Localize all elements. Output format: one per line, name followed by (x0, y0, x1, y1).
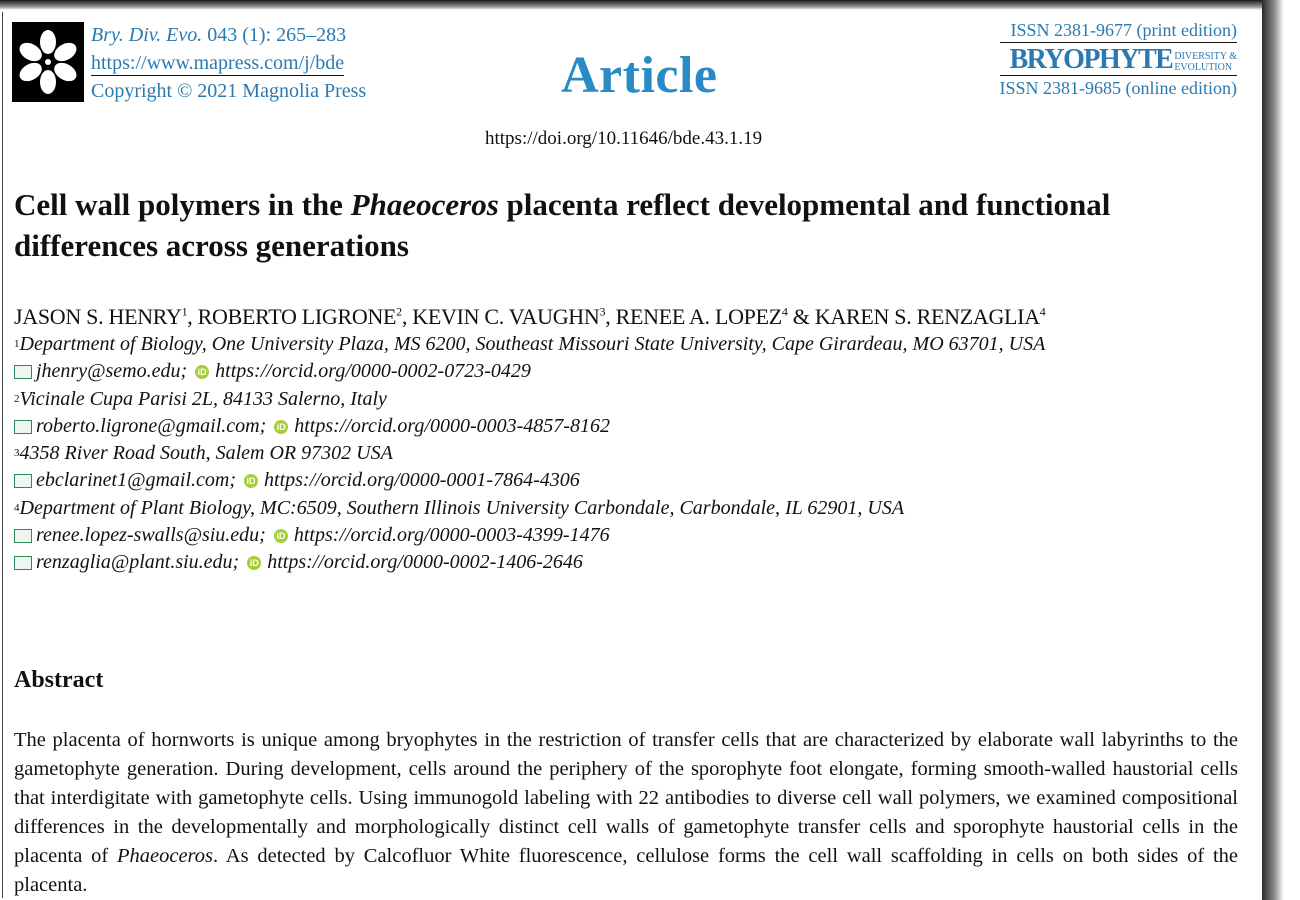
abstract-text-2: . As detected by Calcofluor White fluorescence, cellulose forms the cell wall scaffolding in cells on both sides of the placenta. (14, 845, 1238, 896)
orcid-icon: iD (274, 529, 288, 543)
affiliation-sup: 4 (14, 501, 20, 514)
email-icon (14, 474, 32, 488)
affiliation-sup: 3 (14, 447, 20, 460)
affiliation-list (14, 331, 1045, 577)
affiliation-contact (14, 413, 1045, 440)
orcid-link[interactable]: https://orcid.org/0000-0002-0723-0429 (215, 360, 531, 383)
journal-brand (1000, 43, 1237, 76)
brand-sub-line1: DIVERSITY & (1174, 51, 1237, 62)
affiliation-text: Vicinale Cupa Parisi 2L, 84133 Salerno, Italy (19, 387, 387, 410)
email-link[interactable]: jhenry@semo.edu; (36, 360, 188, 383)
orcid-icon: iD (274, 420, 288, 434)
abstract-heading: Abstract (14, 667, 104, 693)
author-name: JASON S. HENRY (14, 304, 182, 329)
title-genus: Phaeoceros (350, 187, 499, 222)
email-link[interactable]: renzaglia@plant.siu.edu; (36, 551, 240, 574)
author-sup: 2 (396, 304, 402, 319)
journal-abbrev: Bry. Div. Evo. (91, 24, 203, 46)
affiliation-text: Department of Biology, One University Plaza, MS 6200, Southeast Missouri State University, Cape Girardeau, MO 63701, USA (19, 333, 1046, 355)
email-icon (14, 420, 32, 434)
orcid-link[interactable]: https://orcid.org/0000-0001-7864-4306 (264, 469, 580, 492)
email-link[interactable]: renee.lopez-swalls@siu.edu; (36, 524, 266, 547)
email-link[interactable]: roberto.ligrone@gmail.com; (36, 414, 267, 437)
magnolia-press-logo (12, 22, 84, 102)
affiliation-sup: 1 (14, 338, 20, 350)
orcid-link[interactable]: https://orcid.org/0000-0002-1406-2646 (267, 551, 583, 574)
email-icon (14, 556, 32, 570)
affiliation-contact (14, 549, 1045, 576)
affiliation-contact (14, 358, 1045, 385)
journal-url-link[interactable]: https://www.mapress.com/j/bde (91, 52, 345, 74)
affiliation-text: Department of Plant Biology, MC:6509, Southern Illinois University Carbondale, Carbondale, IL 62901, USA (19, 496, 905, 519)
author-name: RENEE A. LOPEZ (615, 304, 782, 329)
author-sup: 4 (781, 304, 788, 319)
orcid-link[interactable]: https://orcid.org/0000-0003-4399-1476 (293, 524, 610, 547)
abstract-genus: Phaeoceros (116, 845, 213, 867)
affiliation-address (14, 440, 1045, 467)
author-separator: , (605, 304, 616, 329)
issn-print: ISSN 2381-9677 (print edition) (1000, 18, 1237, 43)
abstract-body (14, 726, 1238, 900)
brand-sub-line2: EVOLUTION (1174, 62, 1233, 73)
email-icon (14, 365, 32, 379)
affiliation-sup: 2 (14, 392, 20, 405)
page-shadow-right (1262, 0, 1284, 900)
copyright-notice: Copyright © 2021 Magnolia Press (91, 80, 367, 102)
affiliation-contact (14, 467, 1045, 494)
title-part2: placenta reflect developmental and functional differences across generations (14, 187, 1111, 263)
author-list (14, 304, 1046, 330)
section-label: Article (561, 47, 718, 104)
author-sup: 4 (1039, 304, 1046, 319)
orcid-link[interactable]: https://orcid.org/0000-0003-4857-8162 (294, 414, 610, 437)
volume-pages: 043 (1): 265–283 (207, 24, 347, 46)
orcid-icon: iD (247, 556, 261, 570)
email-icon (14, 529, 32, 543)
affiliation-text: 4358 River Road South, Salem OR 97302 USA (19, 442, 393, 465)
author-separator: & (787, 304, 815, 329)
orcid-icon: iD (244, 474, 258, 488)
author-separator: , (401, 304, 413, 329)
author-name: KEVIN C. VAUGHN (412, 304, 600, 329)
author-sup: 1 (181, 304, 188, 319)
flower-logo-icon (12, 22, 84, 102)
author-sup: 3 (599, 304, 606, 319)
orcid-icon: iD (195, 365, 209, 379)
affiliation-address (14, 331, 1045, 358)
affiliation-address (14, 495, 1045, 522)
doi-link[interactable]: https://doi.org/10.11646/bde.43.1.19 (485, 128, 763, 149)
article-page (2, 12, 1261, 898)
page-shadow-top (0, 0, 1284, 10)
issn-online: ISSN 2381-9685 (online edition) (999, 78, 1237, 98)
issn-block (1000, 18, 1237, 100)
affiliation-contact (14, 522, 1045, 549)
author-name: KAREN S. RENZAGLIA (814, 304, 1040, 329)
author-name: ROBERTO LIGRONE (197, 304, 397, 329)
title-part1: Cell wall polymers in the (14, 187, 351, 222)
email-link[interactable]: ebclarinet1@gmail.com; (36, 469, 237, 492)
affiliation-address (14, 386, 1045, 413)
brand-name: BRYOPHYTE (1009, 44, 1173, 75)
article-title (14, 184, 1214, 266)
abstract-text-1: The placenta of hornworts is unique among bryophytes in the restriction of transfer cells that are characterized by elaborate wall labyrinths to the gametophyte generation. During development, cells around the periphery of the sporophyte foot elongate, forming smooth-walled haustorial cells that interdigitate with gametophyte cells. Using immunogold labeling with 22 antibodies to diverse cell wall polymers, we examined compositional differences in the developmentally and morphologically distinct cell walls of gametophyte transfer cells and sporophyte haustorial cells in the placenta of (14, 729, 1238, 867)
author-separator: , (187, 304, 198, 329)
journal-citation (91, 21, 366, 105)
